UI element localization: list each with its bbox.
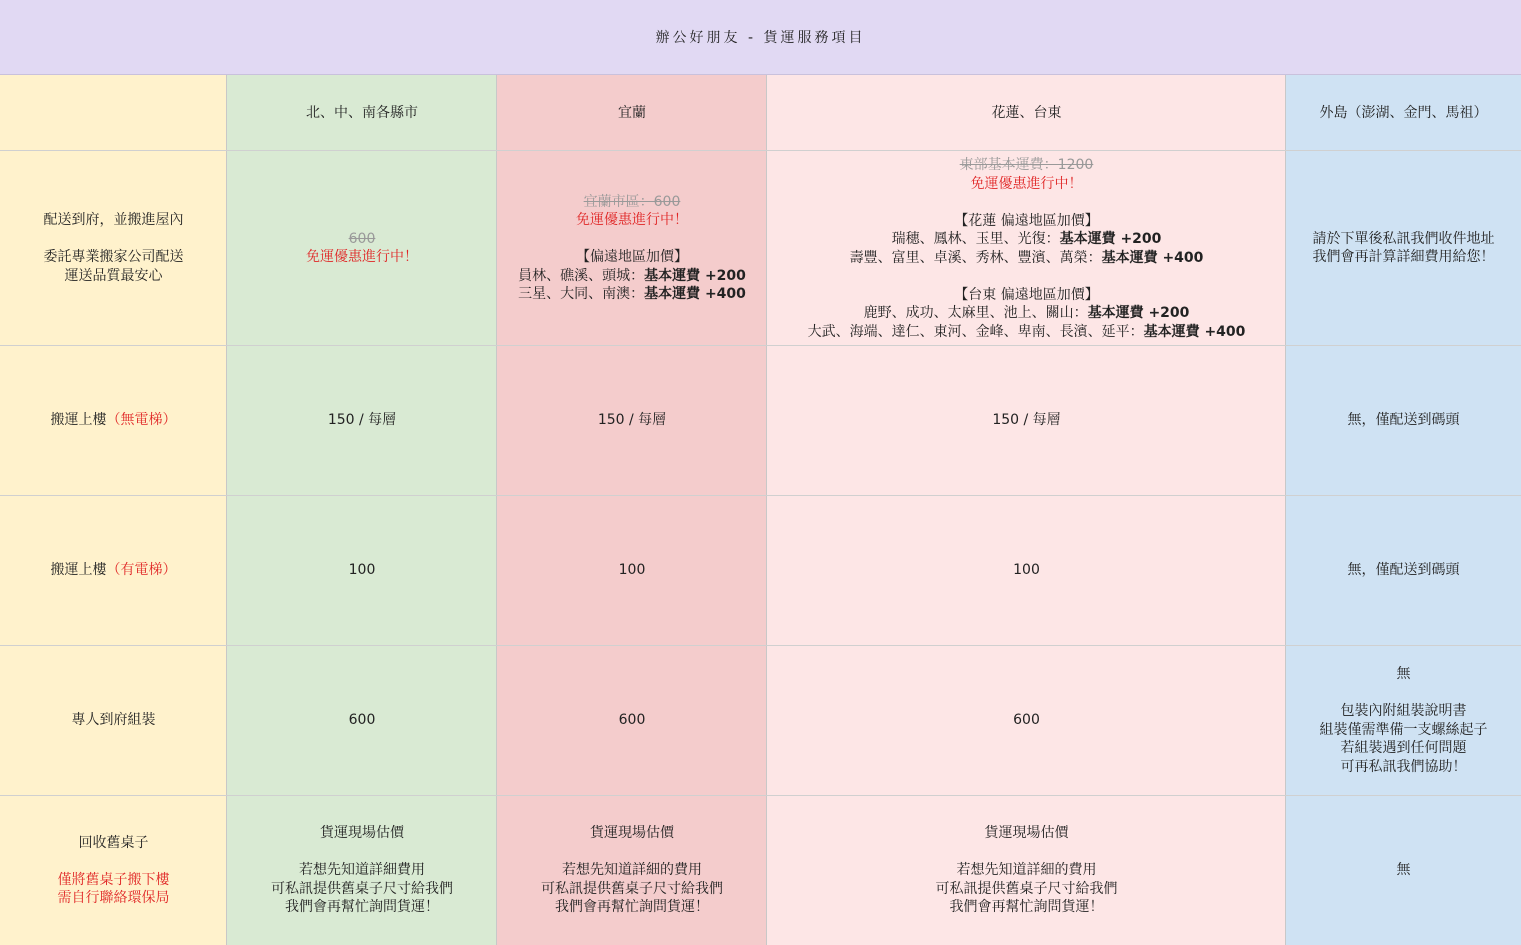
- recycle-hualien: [767, 796, 1286, 945]
- islands-note-line: 組裝僅需準備一支螺絲起子: [1319, 721, 1488, 738]
- original-price: 宜蘭市區：600: [583, 193, 681, 210]
- stairs-elevator-yilan: 100: [618, 562, 646, 579]
- remote-surcharge-title: 【花蓮 偏遠地區加價】: [954, 212, 1099, 229]
- recycle-note-line: 貨運現場估價: [320, 825, 404, 842]
- assembly-north: 600: [348, 712, 376, 729]
- promo-text: 免運優惠進行中！: [576, 212, 688, 228]
- header-hualien-taitung: 花蓮、台東: [991, 104, 1062, 121]
- row-label-stairs-no-elevator: [0, 346, 227, 495]
- row-label-note: （無電梯）: [106, 412, 177, 429]
- delivery-yilan: [497, 151, 767, 345]
- row-label-note: （有電梯）: [106, 562, 177, 579]
- header-outer-islands: 外島（澎湖、金門、馬祖）: [1319, 104, 1488, 121]
- delivery-hualien-taitung: [767, 151, 1286, 345]
- assembly-islands: [1286, 646, 1521, 795]
- delivery-outer-islands: [1286, 151, 1521, 345]
- stairs-no-elevator-islands: 無，僅配送到碼頭: [1347, 412, 1460, 429]
- recycle-note-line: 我們會再幫忙詢問貨運！: [949, 899, 1104, 916]
- surcharge-line: 鹿野、成功、太麻里、池上、關山：基本運費 +200: [863, 305, 1190, 321]
- original-price: 東部基本運費：1200: [959, 157, 1094, 173]
- recycle-islands: 無: [1396, 862, 1411, 879]
- recycle-note-line: 我們會再幫忙詢問貨運！: [285, 899, 439, 916]
- row-label-text: 搬運上樓: [50, 412, 107, 429]
- promo-text: 免運優惠進行中！: [306, 249, 418, 265]
- surcharge-line: 三星、大同、南澳：基本運費 +400: [518, 286, 746, 302]
- recycle-north: [227, 796, 497, 945]
- promo-text: 免運優惠進行中！: [970, 175, 1083, 192]
- row-label-note: 僅將舊桌子搬下樓: [57, 871, 170, 888]
- islands-note-line: 包裝內附組裝說明書: [1340, 703, 1467, 719]
- assembly-hualien: 600: [1013, 712, 1040, 729]
- recycle-note-line: 可私訊提供舊桌子尺寸給我們: [271, 880, 453, 897]
- row-label-recycle: [0, 796, 227, 945]
- surcharge-line: 員林、礁溪、頭城：基本運費 +200: [518, 267, 746, 284]
- header-north: 北、中、南各縣市: [306, 104, 418, 121]
- recycle-note-line: 可私訊提供舊桌子尺寸給我們: [935, 880, 1118, 897]
- recycle-note-line: 若想先知道詳細的費用: [956, 862, 1097, 879]
- row-label-note: 需自行聯絡環保局: [57, 890, 170, 906]
- row-label-assembly: 專人到府組裝: [71, 712, 156, 729]
- row-label-text: 搬運上樓: [50, 562, 107, 579]
- header-yilan: 宜蘭: [618, 104, 646, 121]
- recycle-note-line: 若想先知道詳細的費用: [562, 862, 702, 879]
- delivery-north: [227, 151, 497, 345]
- delivery-label-line: 配送到府，並搬進屋內: [43, 212, 184, 228]
- recycle-note-line: 貨運現場估價: [984, 825, 1069, 842]
- surcharge-line: 瑞穗、鳳林、玉里、光復：基本運費 +200: [891, 231, 1162, 247]
- recycle-yilan: [497, 796, 767, 945]
- stairs-elevator-hualien: 100: [1013, 562, 1040, 579]
- recycle-note-line: 我們會再幫忙詢問貨運！: [555, 899, 709, 916]
- delivery-label-line: 運送品質最安心: [64, 267, 163, 284]
- remote-surcharge-title: 【台東 偏遠地區加價】: [954, 286, 1099, 303]
- delivery-label-line: 委託專業搬家公司配送: [43, 249, 184, 265]
- islands-note-line: 若組裝遇到任何問題: [1340, 740, 1467, 756]
- stairs-no-elevator-north: 150 / 每層: [327, 412, 397, 429]
- remote-surcharge-title: 【偏遠地區加價】: [576, 249, 688, 265]
- row-label-delivery: [0, 151, 227, 345]
- row-label-stairs-elevator: [0, 496, 227, 645]
- surcharge-line: 壽豐、富里、卓溪、秀林、豐濱、萬榮：基本運費 +400: [849, 249, 1204, 266]
- recycle-note-line: 若想先知道詳細費用: [299, 862, 425, 879]
- islands-note-line: 無: [1396, 666, 1411, 682]
- stairs-no-elevator-yilan: 150 / 每層: [597, 412, 667, 429]
- islands-note-line: 請於下單後私訊我們收件地址: [1312, 230, 1495, 247]
- row-label-text: 回收舊桌子: [78, 834, 149, 851]
- surcharge-line: 大武、海端、達仁、東河、金峰、卑南、長濱、延平：基本運費 +400: [807, 323, 1246, 340]
- recycle-note-line: 可私訊提供舊桌子尺寸給我們: [541, 880, 723, 897]
- islands-note-line: 我們會再計算詳細費用給您！: [1312, 249, 1495, 265]
- page-title: 辦公好朋友 - 貨運服務項目: [0, 0, 1521, 75]
- stairs-elevator-north: 100: [348, 562, 376, 579]
- assembly-yilan: 600: [618, 712, 646, 729]
- islands-note-line: 可再私訊我們協助！: [1340, 758, 1467, 775]
- stairs-no-elevator-hualien: 150 / 每層: [992, 412, 1061, 429]
- original-price: 600: [348, 230, 376, 247]
- stairs-elevator-islands: 無，僅配送到碼頭: [1347, 562, 1460, 579]
- recycle-note-line: 貨運現場估價: [590, 825, 674, 842]
